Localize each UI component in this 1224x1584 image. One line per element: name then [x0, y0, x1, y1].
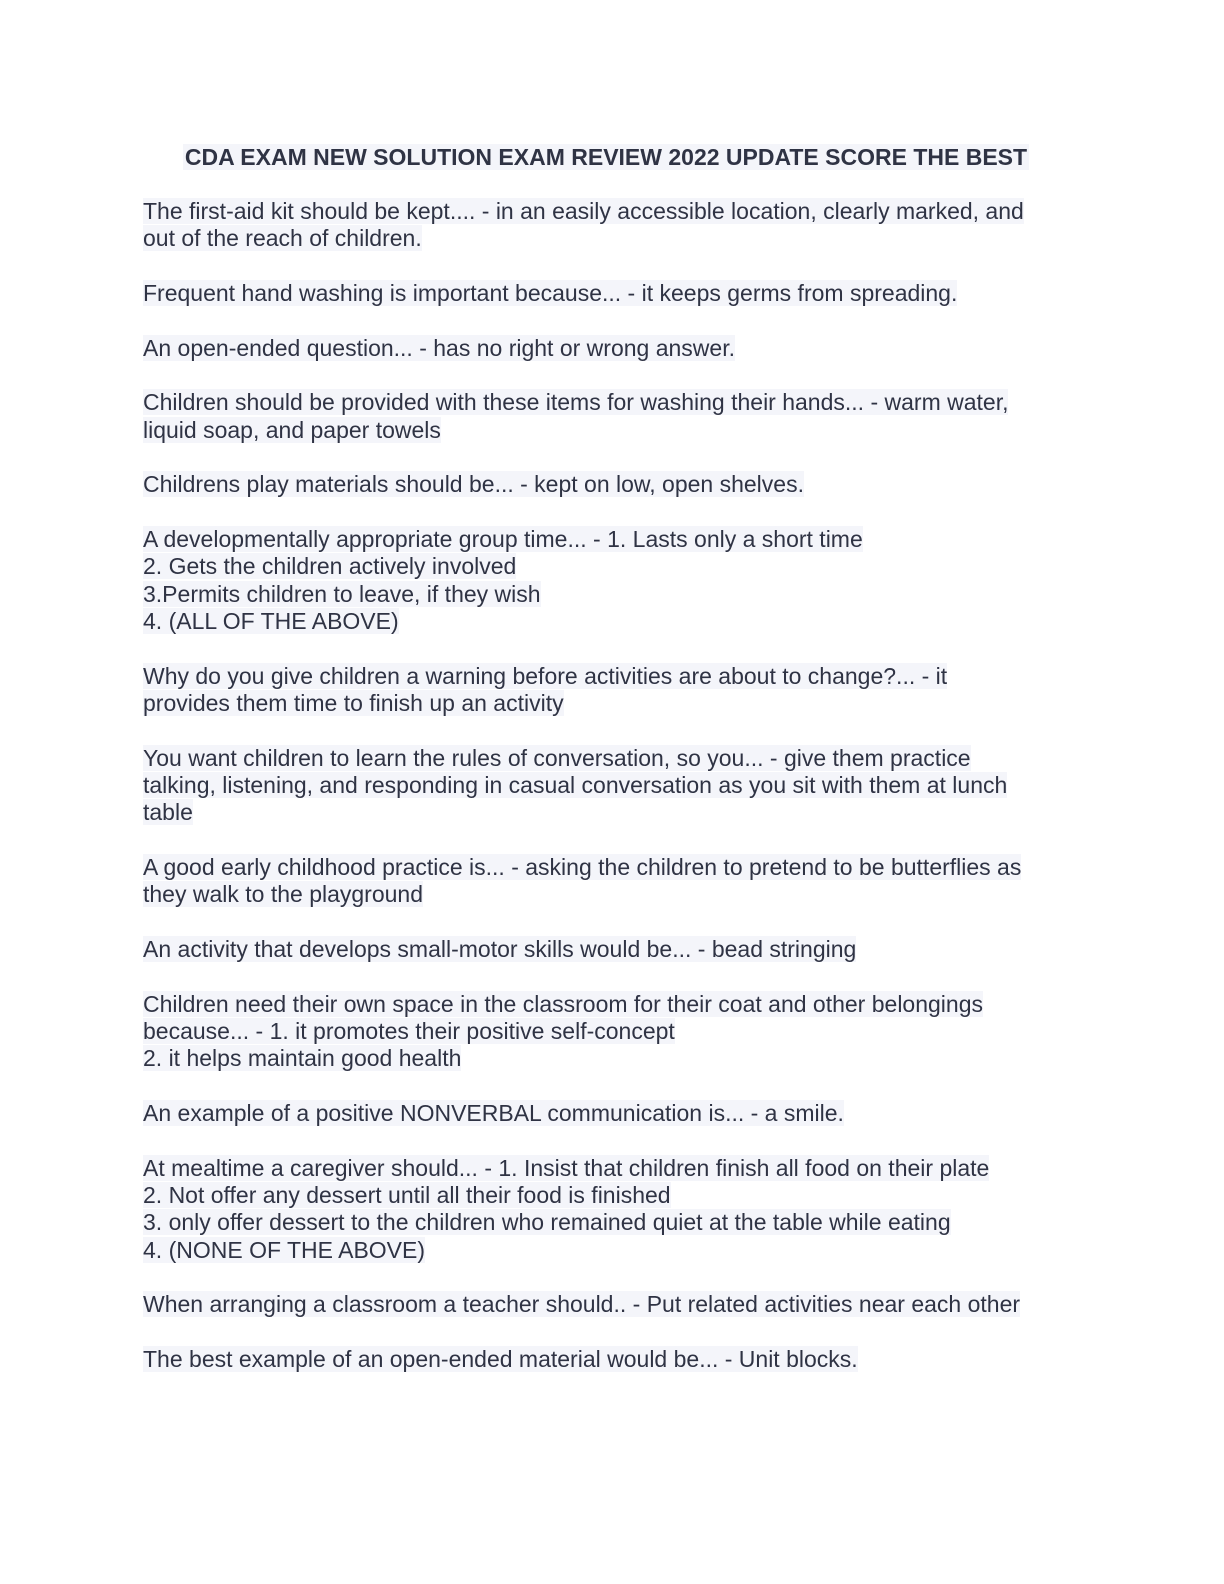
qa-paragraph [143, 389, 1073, 444]
paragraph-line [143, 1018, 1073, 1045]
paragraph-line-text: 3. only offer dessert to the children who remained quiet at the table while eating [143, 1209, 951, 1236]
qa-paragraph [143, 936, 1073, 963]
paragraph-line [143, 335, 1073, 362]
qa-paragraph [143, 745, 1073, 827]
paragraph-line [143, 1100, 1073, 1127]
paragraph-line [143, 1155, 1073, 1182]
qa-paragraph [143, 1155, 1073, 1265]
paragraph-line-text: At mealtime a caregiver should... - 1. Insist that children finish all food on their plate [143, 1154, 990, 1181]
paragraph-line [143, 936, 1073, 963]
paragraph-line-text: A good early childhood practice is... - asking the children to pretend to be butterflies as [143, 854, 1022, 880]
paragraph-line [143, 608, 1073, 635]
paragraph-line [143, 417, 1073, 444]
paragraph-line-text: out of the reach of children. [143, 225, 422, 252]
paragraph-line [143, 471, 1073, 498]
paragraph-line [143, 745, 1073, 772]
paragraph-line-text: A developmentally appropriate group time... - 1. Lasts only a short time [143, 525, 863, 552]
paragraph-line-text: The first-aid kit should be kept.... - in an easily accessible location, clearly marked, and [143, 198, 1024, 224]
paragraph-line [143, 526, 1073, 553]
paragraph-line-text: provides them time to finish up an activity [143, 690, 564, 716]
paragraph-line [143, 389, 1073, 416]
paragraph-line [143, 280, 1073, 307]
paragraph-line-text: 2. Gets the children actively involved [143, 553, 517, 580]
paragraph-line [143, 690, 1073, 717]
paragraph-line-text: Frequent hand washing is important because... - it keeps germs from spreading. [143, 280, 958, 306]
paragraph-line-text: liquid soap, and paper towels [143, 416, 441, 443]
paragraph-line-text: table [143, 799, 193, 826]
qa-paragraph [143, 280, 1073, 307]
paragraph-line [143, 799, 1073, 826]
document-title-text: CDA EXAM NEW SOLUTION EXAM REVIEW 2022 UPDATE SCORE THE BEST [184, 144, 1028, 170]
qa-paragraph [143, 1100, 1073, 1127]
paragraph-line [143, 663, 1073, 690]
document-title [0, 143, 1212, 171]
paragraph-line [143, 1209, 1073, 1236]
paragraph-line [143, 553, 1073, 580]
paragraph-line-text: Children need their own space in the classroom for their coat and other belongings [143, 990, 983, 1017]
paragraph-line-text: 2. it helps maintain good health [143, 1045, 462, 1072]
paragraph-line-text: Childrens play materials should be... - kept on low, open shelves. [143, 471, 804, 498]
qa-paragraph [143, 471, 1073, 498]
paragraph-line-text: they walk to the playground [143, 881, 424, 908]
paragraph-line-text: An example of a positive NONVERBAL communication is... - a smile. [143, 1100, 844, 1126]
paragraph-line-text: Children should be provided with these items for washing their hands... - warm water, [143, 389, 1009, 416]
qa-paragraph [143, 663, 1073, 718]
paragraph-line-text: because... - 1. it promotes their positive self-concept [143, 1018, 675, 1044]
paragraph-line [143, 198, 1073, 225]
paragraph-line [143, 881, 1073, 908]
paragraph-line [143, 225, 1073, 252]
paragraph-line [143, 581, 1073, 608]
paragraph-line [143, 854, 1073, 881]
paragraph-line [143, 1237, 1073, 1264]
paragraph-line-text: Why do you give children a warning before activities are about to change?... - it [143, 662, 948, 689]
qa-paragraph [143, 991, 1073, 1073]
paragraph-line-text: 3.Permits children to leave, if they wish [143, 580, 541, 607]
paragraph-line [143, 991, 1073, 1018]
paragraph-line-text: An activity that develops small-motor skills would be... - bead stringing [143, 936, 857, 962]
paragraph-line-text: The best example of an open-ended material would be... - Unit blocks. [143, 1346, 858, 1372]
paragraph-line [143, 1045, 1073, 1072]
paragraph-line-text: talking, listening, and responding in casual conversation as you sit with them at lunch [143, 772, 1008, 798]
qa-paragraph [143, 198, 1073, 253]
qa-paragraph [143, 1346, 1073, 1373]
paragraph-line-text: 2. Not offer any dessert until all their food is finished [143, 1182, 671, 1208]
paragraph-line [143, 1291, 1073, 1318]
paragraph-line [143, 772, 1073, 799]
qa-paragraph [143, 1291, 1073, 1318]
paragraph-line-text: 4. (NONE OF THE ABOVE) [143, 1236, 426, 1263]
paragraph-line [143, 1182, 1073, 1209]
paragraph-line-text: 4. (ALL OF THE ABOVE) [143, 608, 399, 634]
document-body [143, 198, 1073, 1401]
qa-paragraph [143, 854, 1073, 909]
qa-paragraph [143, 335, 1073, 362]
paragraph-line-text: When arranging a classroom a teacher should.. - Put related activities near each other [143, 1291, 1021, 1318]
paragraph-line [143, 1346, 1073, 1373]
qa-paragraph [143, 526, 1073, 636]
paragraph-line-text: An open-ended question... - has no right or wrong answer. [143, 334, 735, 361]
paragraph-line-text: You want children to learn the rules of conversation, so you... - give them practice [143, 744, 971, 771]
